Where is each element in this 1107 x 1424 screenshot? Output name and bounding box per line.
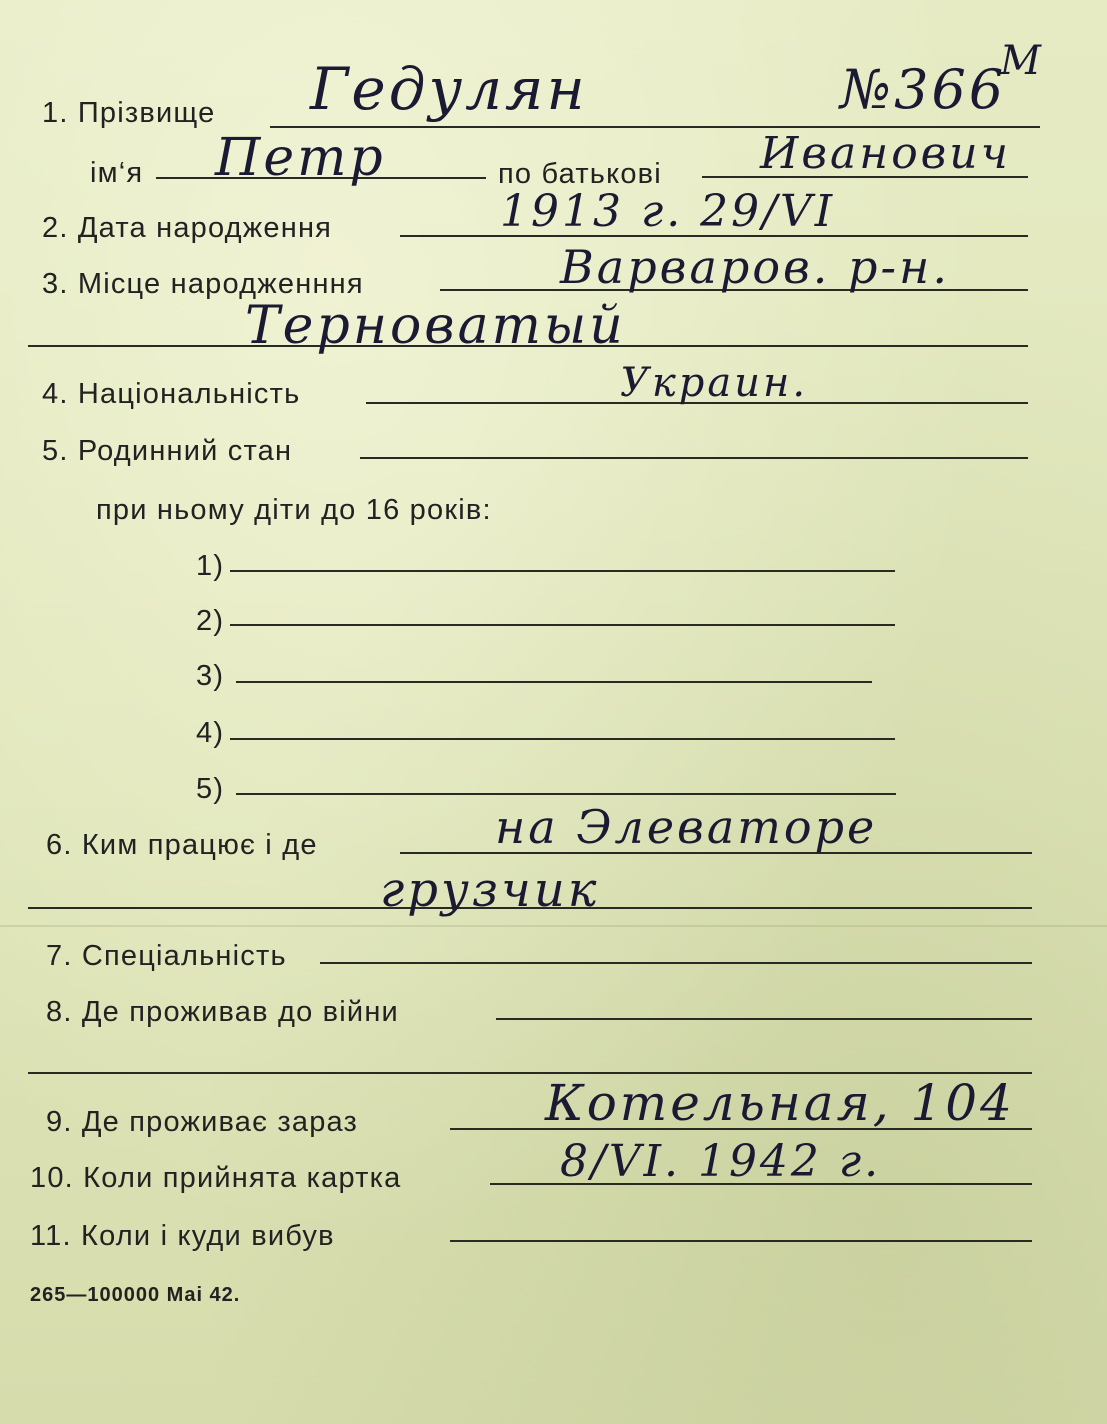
children-label: при ньому діти до 16 років: — [96, 494, 492, 526]
child-2-label: 2) — [196, 605, 225, 637]
print-footer: 265—100000 Mai 42. — [30, 1284, 241, 1306]
child-3-line — [236, 681, 872, 683]
field-patronymic-value: Иванович — [760, 128, 1012, 179]
child-4-label: 4) — [196, 717, 225, 749]
paper-fold — [0, 925, 1107, 927]
field-family-label: 5. Родинний стан — [42, 435, 293, 467]
child-1-label: 1) — [196, 550, 225, 582]
field-work-value-2: грузчик — [380, 862, 600, 918]
field-birthplace-label: 3. Місце народженння — [42, 268, 364, 300]
field-family-line — [360, 457, 1028, 459]
field-specialty-line — [320, 962, 1032, 964]
field-nationality-label: 4. Національність — [42, 378, 301, 410]
field-nationality-value: Украин. — [620, 360, 809, 406]
field-prewar-label: 8. Де проживав до війни — [46, 996, 399, 1028]
field-birthplace-value-1: Варваров. р-н. — [560, 240, 950, 294]
child-4-line — [230, 738, 895, 740]
child-5-label: 5) — [196, 773, 225, 805]
child-1-line — [230, 570, 895, 572]
field-card-date-value: 8/VI. 1942 г. — [560, 1136, 882, 1187]
field-birthdate-label: 2. Дата народження — [42, 212, 333, 244]
field-surname-value: Гедулян — [310, 55, 588, 123]
field-card-date-label: 10. Коли прийнята картка — [30, 1162, 402, 1194]
field-work-value: на Элеваторе — [495, 800, 878, 854]
field-address-value: Котельная, 104 — [545, 1074, 1015, 1132]
field-departure-line — [450, 1240, 1032, 1242]
child-5-line — [236, 793, 896, 795]
field-departure-label: 11. Коли і куди вибув — [30, 1220, 335, 1252]
field-birthplace-value-2: Терноватый — [245, 296, 626, 356]
field-patronymic-label: по батькові — [498, 158, 662, 190]
field-prewar-line — [496, 1018, 1032, 1020]
child-3-label: 3) — [196, 660, 225, 692]
field-name-value: Петр — [215, 128, 386, 188]
child-2-line — [230, 624, 895, 626]
field-work-label: 6. Ким працює і де — [46, 829, 318, 861]
field-surname-label: 1. Прізвище — [42, 97, 216, 129]
card-number: №366 — [840, 58, 1007, 121]
field-specialty-label: 7. Спеціальність — [46, 940, 287, 972]
field-birthdate-value: 1913 г. 29/VI — [500, 186, 836, 237]
field-name-label: ім‘я — [90, 157, 144, 189]
field-address-label: 9. Де проживає зараз — [46, 1106, 359, 1138]
card-number-suffix: М — [1000, 38, 1044, 84]
